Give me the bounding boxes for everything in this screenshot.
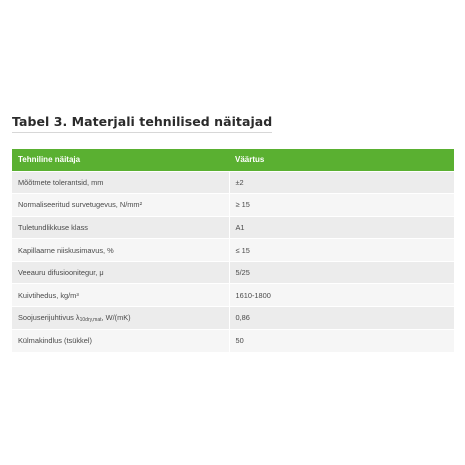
cell-value: 50 <box>229 329 454 352</box>
cell-parameter: Tuletundlikkuse klass <box>12 216 229 239</box>
table-row <box>12 239 454 262</box>
cell-parameter: Veeauru difusioonitegur, μ <box>12 261 229 284</box>
table-body <box>12 171 454 352</box>
table-header <box>12 149 454 171</box>
cell-value: ±2 <box>229 171 454 194</box>
cell-parameter: Külmakindlus (tsükkel) <box>12 329 229 352</box>
table-row <box>12 261 454 284</box>
cell-value: ≥ 15 <box>229 194 454 217</box>
cell-value: 1610-1800 <box>229 284 454 307</box>
cell-value: 5/25 <box>229 261 454 284</box>
table-row <box>12 216 454 239</box>
cell-parameter-subscript: 10dry,mat <box>79 316 102 323</box>
cell-value: ≤ 15 <box>229 239 454 262</box>
column-header-value: Väärtus <box>235 155 265 165</box>
table-row <box>12 329 454 352</box>
specs-table <box>12 149 454 352</box>
cell-parameter: Mõõtmete tolerantsid, mm <box>12 171 229 194</box>
cell-parameter-unit: , W/(mK) <box>101 312 131 322</box>
column-header-parameter: Tehniline näitaja <box>18 155 81 165</box>
table-title: Tabel 3. Materjali tehnilised näitajad <box>12 114 272 133</box>
cell-parameter <box>12 307 229 330</box>
table-caption-block <box>12 114 272 133</box>
cell-value: 0,86 <box>229 307 454 330</box>
table-row <box>12 307 454 330</box>
table-row <box>12 284 454 307</box>
table-row <box>12 171 454 194</box>
table-row <box>12 194 454 217</box>
cell-parameter-text: Soojuserijuhtivus λ <box>18 312 80 322</box>
cell-value: A1 <box>229 216 454 239</box>
table-header-row <box>12 149 454 171</box>
cell-parameter: Kuivtihedus, kg/m³ <box>12 284 229 307</box>
cell-parameter: Kapillaarne niiskusimavus, % <box>12 239 229 262</box>
cell-parameter: Normaliseeritud survetugevus, N/mm² <box>12 194 229 217</box>
